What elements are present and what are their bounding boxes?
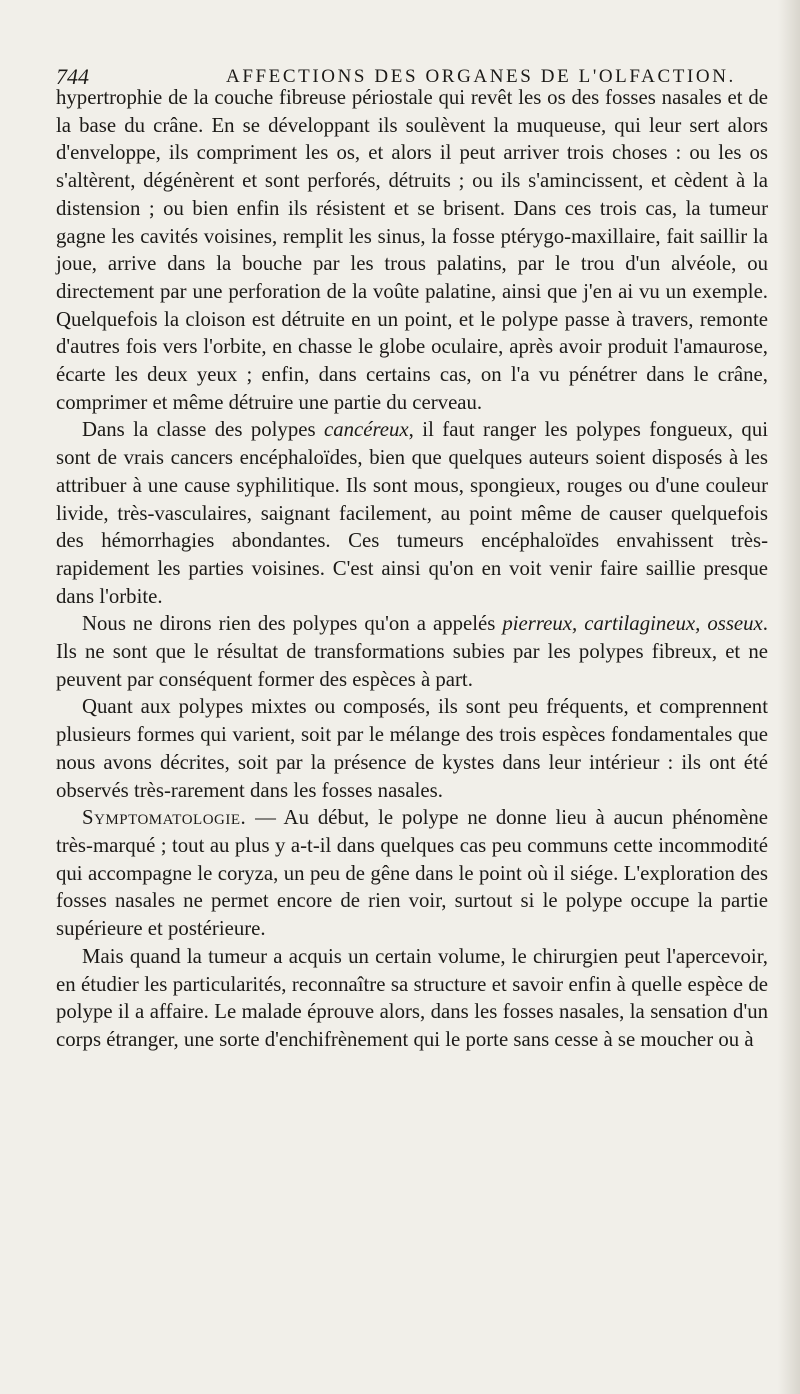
paragraph-6-text: Mais quand la tumeur a acquis un certain volume, le chirurgien peut l'apercevoir, en étudier les particularités, reconnaître sa structure et savoir enfin à quelle espèce de polype il a affaire. Le malade éprouve alors, dans les fosses nasales, la sensation d'un corps étranger, une sorte d'enchifrènement qui le porte sans cesse à se moucher ou à — [56, 944, 768, 1051]
paragraph-3-emphasis: pierreux, cartilagineux, osseux — [502, 612, 763, 636]
section-heading: Symptomatologie. — [82, 806, 247, 830]
paragraph-2 — [56, 416, 768, 610]
paragraph-5-text: — Au début, le polype ne donne lieu à aucun phénomène très-marqué ; tout au plus y a-t-il dans quelques cas peu communs cette incommodité qui accompagne le coryza, un peu de gêne dans le point où il siége. L'exploration des fosses nasales ne permet encore de rien voir, surtout si le polype occupe la partie supérieure et postérieure. — [56, 806, 768, 941]
header-title: AFFECTIONS DES ORGANES DE L'OLFACTION. — [226, 66, 736, 87]
paragraph-2-lead: Dans la classe des polypes — [82, 418, 324, 442]
page-edge-shadow — [778, 0, 800, 1394]
paragraph-2-emphasis: cancéreux — [323, 418, 409, 442]
paragraph-1 — [56, 84, 768, 416]
paragraph-3-rest: . Ils ne sont que le résultat de transformations subies par les polypes fibreux, et ne peuvent par conséquent former des espèces à part. — [56, 612, 768, 691]
paragraph-1-text: hypertrophie de la couche fibreuse périostale qui revêt les os des fosses nasales et de la base du crâne. En se développant ils soulèvent la muqueuse, qui leur sert alors d'enveloppe, ils compriment les os, et alors il peut arriver trois choses : ou les os s'altèrent, dégénèrent et sont perforés, détruits ; ou ils s'amincissent, et cèdent à la distension ; ou bien enfin ils résistent et se brisent. Dans ces trois cas, la tumeur gagne les cavités voisines, remplit les sinus, la fosse ptérygo-maxillaire, fait saillir la joue, arrive dans la bouche par les trous palatins, par le trou d'un alvéole, ou directement par une perforation de la voûte palatine, ainsi que j'en ai vu un exemple. Quelquefois la cloison est détruite en un point, et le polype passe à travers, remonte d'autres fois vers l'orbite, en chasse le globe oculaire, après avoir produit l'amaurose, écarte les deux yeux ; enfin, dans certains cas, on l'a vu pénétrer dans le crâne, comprimer et même détruire une partie du cerveau. — [56, 86, 768, 414]
paragraph-2-rest: , il faut ranger les polypes fongueux, qui sont de vrais cancers encéphaloïdes, bien que quelques auteurs soient disposés à les attribuer à une cause syphilitique. Ils sont mous, spongieux, rouges ou d'une couleur livide, très-vasculaires, saignant facilement, au point même de causer quelquefois des hémorrhagies abondantes. Ces tumeurs encéphaloïdes envahissent très-rapidement les parties voisines. C'est ainsi qu'on en voit venir faire saillie presque dans l'orbite. — [56, 418, 768, 608]
paragraph-3 — [56, 610, 768, 693]
paragraph-4-text: Quant aux polypes mixtes ou composés, ils sont peu fréquents, et comprennent plusieurs formes qui varient, soit par le mélange des trois espèces fondamentales que nous avons décrites, soit par la présence de kystes dans leur intérieur : ils ont été observés très-rarement dans les fosses nasales. — [56, 695, 768, 802]
paragraph-5 — [56, 804, 768, 943]
page-number: 744 — [56, 64, 89, 89]
body-text — [56, 84, 768, 1054]
paragraph-3-lead: Nous ne dirons rien des polypes qu'on a appelés — [82, 612, 503, 636]
paragraph-6 — [56, 943, 768, 1054]
paragraph-4 — [56, 693, 768, 804]
